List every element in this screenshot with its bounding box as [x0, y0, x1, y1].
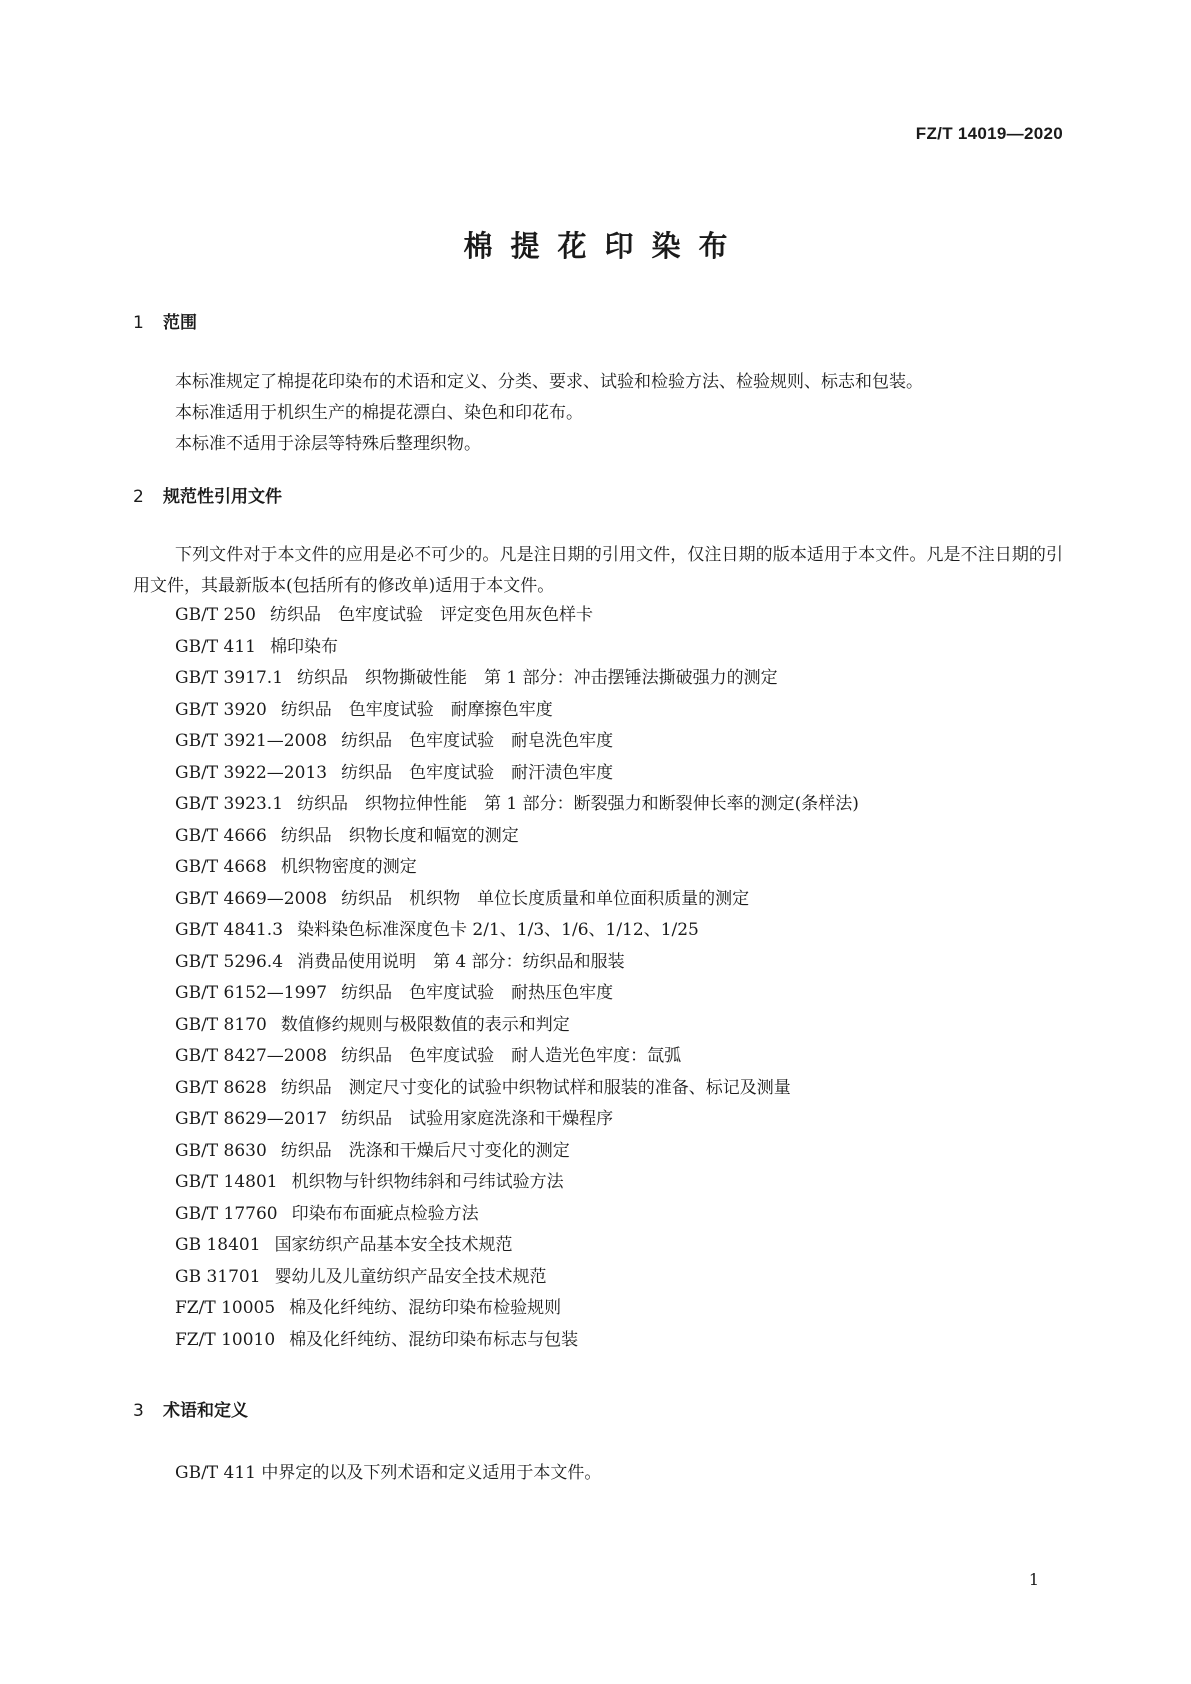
list-item — [175, 1010, 859, 1042]
list-item — [175, 1199, 859, 1231]
reference-title: 棉及化纤纯纺、混纺印染布检验规则 — [289, 1298, 562, 1318]
reference-title: 纺织品 洗涤和干燥后尺寸变化的测定 — [280, 1140, 570, 1161]
reference-code: GB/T 14801 — [175, 1172, 278, 1192]
reference-code: GB/T 8629—2017 — [175, 1109, 328, 1129]
section-heading-scope — [133, 312, 197, 334]
list-item — [175, 789, 859, 821]
list-item — [175, 1230, 859, 1262]
section-title: 规范性引用文件 — [163, 487, 282, 507]
standard-number: FZ/T 14019—2020 — [915, 124, 1063, 143]
section-body-normative-references — [133, 540, 1063, 602]
reference-code: GB/T 4841.3 — [175, 920, 284, 940]
list-item — [175, 1041, 859, 1073]
reference-title: 机织物与针织物纬斜和弓纬试验方法 — [291, 1172, 564, 1192]
reference-code: GB/T 250 — [175, 605, 256, 625]
section-body-scope — [133, 367, 1063, 460]
page-number: 1 — [1028, 1570, 1039, 1589]
reference-code: GB/T 3923.1 — [175, 794, 284, 814]
paragraph: GB/T 411 中界定的以及下列术语和定义适用于本文件。 — [175, 1463, 602, 1483]
reference-title: 纺织品 色牢度试验 评定变色用灰色样卡 — [270, 605, 593, 625]
paragraph: 本标准适用于机织生产的棉提花漂白、染色和印花布。 — [175, 403, 583, 423]
reference-code: GB/T 8630 — [175, 1140, 267, 1161]
list-item — [175, 1262, 859, 1294]
reference-title: 棉及化纤纯纺、混纺印染布标志与包装 — [289, 1329, 579, 1350]
reference-list — [175, 600, 859, 1356]
reference-code: GB/T 4669—2008 — [175, 888, 328, 909]
list-item — [175, 821, 859, 853]
reference-code: GB/T 4668 — [175, 857, 267, 877]
list-item — [175, 695, 859, 727]
section-number: 2 — [133, 487, 144, 507]
list-item — [175, 1325, 859, 1357]
reference-title: 纺织品 试验用家庭洗涤和干燥程序 — [341, 1109, 614, 1129]
document-title: 棉提花印染布 — [463, 229, 746, 263]
reference-code: GB/T 411 — [175, 636, 256, 657]
section-title: 术语和定义 — [163, 1401, 248, 1421]
reference-title: 国家纺织产品基本安全技术规范 — [274, 1235, 513, 1255]
reference-code: GB/T 17760 — [175, 1203, 278, 1224]
reference-code: FZ/T 10005 — [175, 1298, 276, 1318]
list-item — [175, 1293, 859, 1325]
reference-code: GB/T 4666 — [175, 825, 267, 846]
reference-title: 纺织品 测定尺寸变化的试验中织物试样和服装的准备、标记及测量 — [280, 1077, 791, 1098]
reference-title: 纺织品 织物撕破性能 第 1 部分：冲击摆锤法撕破强力的测定 — [297, 668, 778, 688]
reference-title: 纺织品 织物长度和幅宽的测定 — [280, 825, 519, 846]
list-item — [175, 600, 859, 632]
list-item — [175, 663, 859, 695]
reference-title: 纺织品 色牢度试验 耐摩擦色牢度 — [280, 699, 553, 720]
reference-code: GB 31701 — [175, 1266, 261, 1287]
section-number: 1 — [133, 313, 144, 333]
list-item — [175, 726, 859, 758]
reference-title: 棉印染布 — [270, 636, 338, 657]
reference-code: GB/T 3921—2008 — [175, 731, 328, 751]
reference-code: GB/T 3917.1 — [175, 668, 284, 688]
reference-code: GB/T 8427—2008 — [175, 1046, 328, 1066]
reference-code: GB/T 6152—1997 — [175, 983, 328, 1003]
list-item — [175, 1073, 859, 1105]
reference-title: 印染布布面疵点检验方法 — [291, 1203, 479, 1224]
list-item — [175, 1167, 859, 1199]
reference-title: 婴幼儿及儿童纺织产品安全技术规范 — [274, 1266, 547, 1287]
reference-code: GB/T 3920 — [175, 699, 267, 720]
section-body-terms-definitions — [133, 1458, 1063, 1489]
paragraph: 本标准规定了棉提花印染布的术语和定义、分类、要求、试验和检验方法、检验规则、标志和包装。 — [175, 372, 923, 392]
reference-code: GB/T 5296.4 — [175, 951, 284, 972]
reference-title: 纺织品 色牢度试验 耐皂洗色牢度 — [341, 731, 614, 751]
section-heading-terms-definitions — [133, 1400, 248, 1422]
reference-title: 纺织品 色牢度试验 耐热压色牢度 — [341, 983, 614, 1003]
section-title: 范围 — [163, 313, 197, 333]
reference-title: 纺织品 色牢度试验 耐人造光色牢度：氙弧 — [341, 1046, 682, 1066]
list-item — [175, 1136, 859, 1168]
reference-title: 纺织品 机织物 单位长度质量和单位面积质量的测定 — [341, 888, 750, 909]
paragraph: 下列文件对于本文件的应用是必不可少的。凡是注日期的引用文件，仅注日期的版本适用于本文件。凡是不注日期的引用文件，其最新版本(包括所有的修改单)适用于本文件。 — [133, 545, 1063, 596]
reference-code: GB/T 8170 — [175, 1014, 267, 1035]
reference-title: 数值修约规则与极限数值的表示和判定 — [280, 1014, 570, 1035]
list-item — [175, 852, 859, 884]
list-item — [175, 978, 859, 1010]
reference-code: GB/T 8628 — [175, 1077, 267, 1098]
reference-code: GB 18401 — [175, 1235, 261, 1255]
list-item — [175, 1104, 859, 1136]
section-number: 3 — [133, 1401, 144, 1421]
list-item — [175, 884, 859, 916]
list-item — [175, 758, 859, 790]
reference-title: 机织物密度的测定 — [280, 857, 417, 877]
section-heading-normative-references — [133, 486, 282, 508]
list-item — [175, 947, 859, 979]
list-item — [175, 915, 859, 947]
reference-code: GB/T 3922—2013 — [175, 762, 328, 783]
list-item — [175, 632, 859, 664]
reference-title: 纺织品 织物拉伸性能 第 1 部分：断裂强力和断裂伸长率的测定(条样法) — [297, 794, 859, 814]
reference-title: 染料染色标准深度色卡 2/1、1/3、1/6、1/12、1/25 — [297, 920, 699, 940]
reference-title: 纺织品 色牢度试验 耐汗渍色牢度 — [341, 762, 614, 783]
reference-code: FZ/T 10010 — [175, 1329, 276, 1350]
paragraph: 本标准不适用于涂层等特殊后整理织物。 — [175, 434, 481, 454]
reference-title: 消费品使用说明 第 4 部分：纺织品和服装 — [297, 951, 625, 972]
